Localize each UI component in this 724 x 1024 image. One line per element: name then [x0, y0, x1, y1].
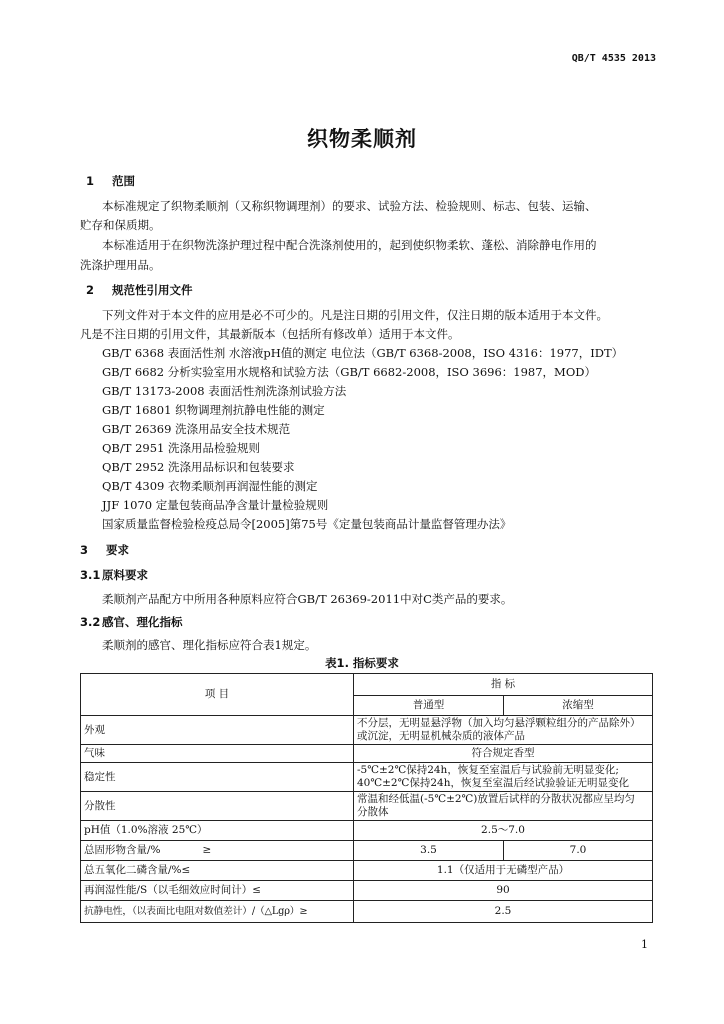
- row-value: 常温和经低温(-5℃±2℃)放置后试样的分散状况都应呈均匀 分散体: [354, 792, 653, 821]
- paragraph-line: 本标准规定了织物柔顺剂（又称织物调理剂）的要求、试验方法、检验规则、标志、包装、运输、: [102, 199, 597, 213]
- header-concentrated: 浓缩型: [504, 696, 653, 716]
- row-value: 90: [354, 881, 653, 901]
- row-value: 1.1（仅适用于无磷型产品）: [354, 861, 653, 881]
- row-label: 总五氧化二磷含量/%≤: [81, 861, 354, 881]
- table-row: [81, 763, 653, 792]
- section-number: 3.1: [80, 568, 101, 582]
- reference-item: GB/T 13173-2008 表面活性剂洗涤剂试验方法: [102, 384, 347, 398]
- reference-item: GB/T 26369 洗涤用品安全技术规范: [102, 422, 291, 436]
- section-title: 原料要求: [102, 568, 148, 582]
- table-row: [81, 861, 653, 881]
- section-title: 要求: [106, 543, 129, 557]
- table-row: [81, 821, 653, 841]
- row-label: 再润湿性能/S（以毛细效应时间计）≤: [81, 881, 354, 901]
- section-number: 2: [86, 283, 95, 297]
- section-number: 3.2: [80, 615, 101, 629]
- reference-item: 国家质量监督检验检疫总局令[2005]第75号《定量包装商品计量监督管理办法》: [102, 517, 512, 531]
- row-value: 2.5: [354, 901, 653, 923]
- reference-item: QB/T 2951 洗涤用品检验规则: [102, 441, 261, 455]
- spec-table: [80, 673, 653, 923]
- table-row: [81, 901, 653, 923]
- section-3-2-heading: [80, 614, 183, 630]
- section-1-heading: [86, 173, 135, 189]
- row-label: 分散性: [81, 792, 354, 821]
- table-row: [81, 881, 653, 901]
- section-title: 感官、理化指标: [102, 615, 183, 629]
- row-value-concentrated: 7.0: [504, 841, 653, 861]
- header-index: 指 标: [354, 674, 653, 696]
- row-label: 气味: [81, 745, 354, 763]
- paragraph-line: 柔顺剂产品配方中所用各种原料应符合GB/T 26369-2011中对C类产品的要求。: [102, 592, 513, 606]
- row-label: 抗静电性，（以表面比电阻对数值差计）/（△Lgρ）≥: [81, 901, 354, 923]
- section-2-heading: [86, 282, 193, 298]
- standard-code: QB/T 4535 2013: [571, 53, 656, 64]
- table-row: [81, 792, 653, 821]
- row-label: 外观: [81, 716, 354, 745]
- table-row: [81, 745, 653, 763]
- reference-item: QB/T 2952 洗涤用品标识和包装要求: [102, 460, 295, 474]
- section-number: 3: [80, 543, 89, 557]
- section-number: 1: [86, 174, 95, 188]
- table-header-row: [81, 674, 653, 696]
- row-value: 2.5～7.0: [354, 821, 653, 841]
- paragraph-line: 柔顺剂的感官、理化指标应符合表1规定。: [102, 638, 317, 652]
- reference-item: GB/T 6682 分析实验室用水规格和试验方法（GB/T 6682-2008，ISO 3696：1987，MOD）: [102, 365, 596, 379]
- row-label: pH值（1.0%溶液 25℃）: [81, 821, 354, 841]
- header-normal: 普通型: [354, 696, 504, 716]
- paragraph-line: 凡是不注日期的引用文件，其最新版本（包括所有修改单）适用于本文件。: [80, 327, 460, 341]
- row-value: 不分层，无明显悬浮物（加入均匀悬浮颗粒组分的产品除外） 或沉淀，无明显机械杂质的液体产品: [354, 716, 653, 745]
- section-3-1-heading: [80, 567, 148, 583]
- document-title: 织物柔顺剂: [307, 127, 417, 151]
- table-caption: 表1. 指标要求: [325, 656, 399, 670]
- paragraph-line: 下列文件对于本文件的应用是必不可少的。凡是注日期的引用文件，仅注日期的版本适用于本文件。: [102, 308, 608, 322]
- row-label: 稳定性: [81, 763, 354, 792]
- reference-item: GB/T 16801 织物调理剂抗静电性能的测定: [102, 403, 325, 417]
- row-value-normal: 3.5: [354, 841, 504, 861]
- row-value: -5℃±2℃保持24h，恢复至室温后与试验前无明显变化; 40℃±2℃保持24h，恢复至室温后经试验验证无明显变化: [354, 763, 653, 792]
- table-row: [81, 841, 653, 861]
- reference-item: QB/T 4309 衣物柔顺剂再润湿性能的测定: [102, 479, 318, 493]
- section-title: 规范性引用文件: [112, 283, 193, 297]
- reference-item: GB/T 6368 表面活性剂 水溶液pH值的测定 电位法（GB/T 6368-2008，ISO 4316：1977，IDT）: [102, 346, 624, 360]
- table-row: [81, 716, 653, 745]
- header-item: 项 目: [81, 674, 354, 716]
- paragraph-line: 贮存和保质期。: [80, 218, 161, 232]
- reference-item: JJF 1070 定量包装商品净含量计量检验规则: [102, 498, 329, 512]
- row-label: 总固形物含量/% ≥: [81, 841, 354, 861]
- paragraph-line: 洗涤护理用品。: [80, 258, 161, 272]
- section-title: 范围: [112, 174, 135, 188]
- page-number: 1: [641, 938, 648, 951]
- section-3-heading: [80, 542, 129, 558]
- paragraph-line: 本标准适用于在织物洗涤护理过程中配合洗涤剂使用的，起到使织物柔软、蓬松、消除静电作用的: [102, 238, 597, 252]
- row-value: 符合规定香型: [354, 745, 653, 763]
